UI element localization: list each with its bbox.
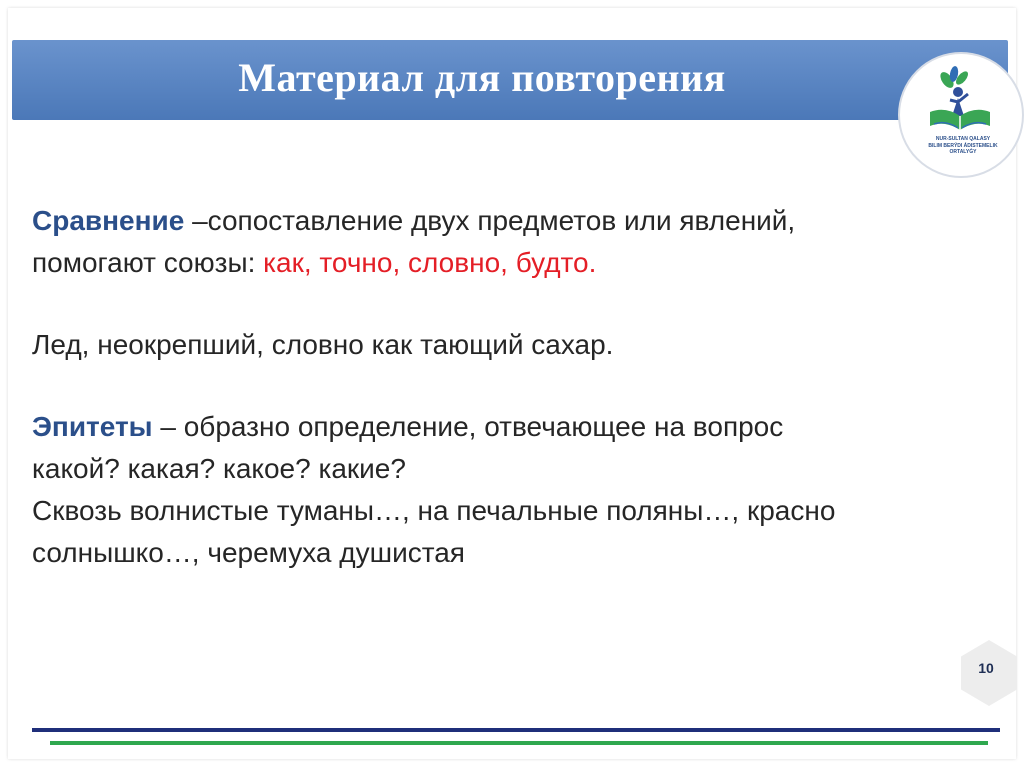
comparison-definition [32,200,962,242]
epithets-definition-text: – образно определение, отвечающее на вопрос [152,411,784,442]
footer-line-green [50,741,988,745]
logo-text-line1: NUR-SULTAN QALASY [935,136,991,142]
epithets-example-line2: солнышко…, черемуха душистая [32,537,465,568]
page-number: 10 [978,660,994,676]
slide-title: Материал для повторения [238,55,726,100]
epithets-definition [32,406,962,448]
slide-body [32,200,962,574]
comparison-example: Лед, неокрепший, словно как тающий сахар. [32,329,614,360]
conjunctions-list: как, точно, словно, будто. [263,247,597,278]
footer-line-blue [32,728,1000,732]
conjunctions-prefix: помогают союзы: [32,247,264,278]
comparison-term: Сравнение [32,205,185,236]
comparison-conjunctions-line [32,242,962,284]
epithets-questions: какой? какая? какое? какие? [32,453,406,484]
title-bar [12,40,1008,120]
organization-logo [898,52,1024,178]
comparison-definition-text: –сопоставление двух предметов или явлений, [184,205,796,236]
epithets-term: Эпитеты [32,411,153,442]
logo-emblem-icon [900,54,1022,176]
epithets-example-line1: Сквозь волнистые туманы…, на печальные поляны…, красно [32,495,836,526]
logo-text-line2: BILIM BERÝDI ÁDISTEMELIK ORTALYǴY [928,143,998,155]
